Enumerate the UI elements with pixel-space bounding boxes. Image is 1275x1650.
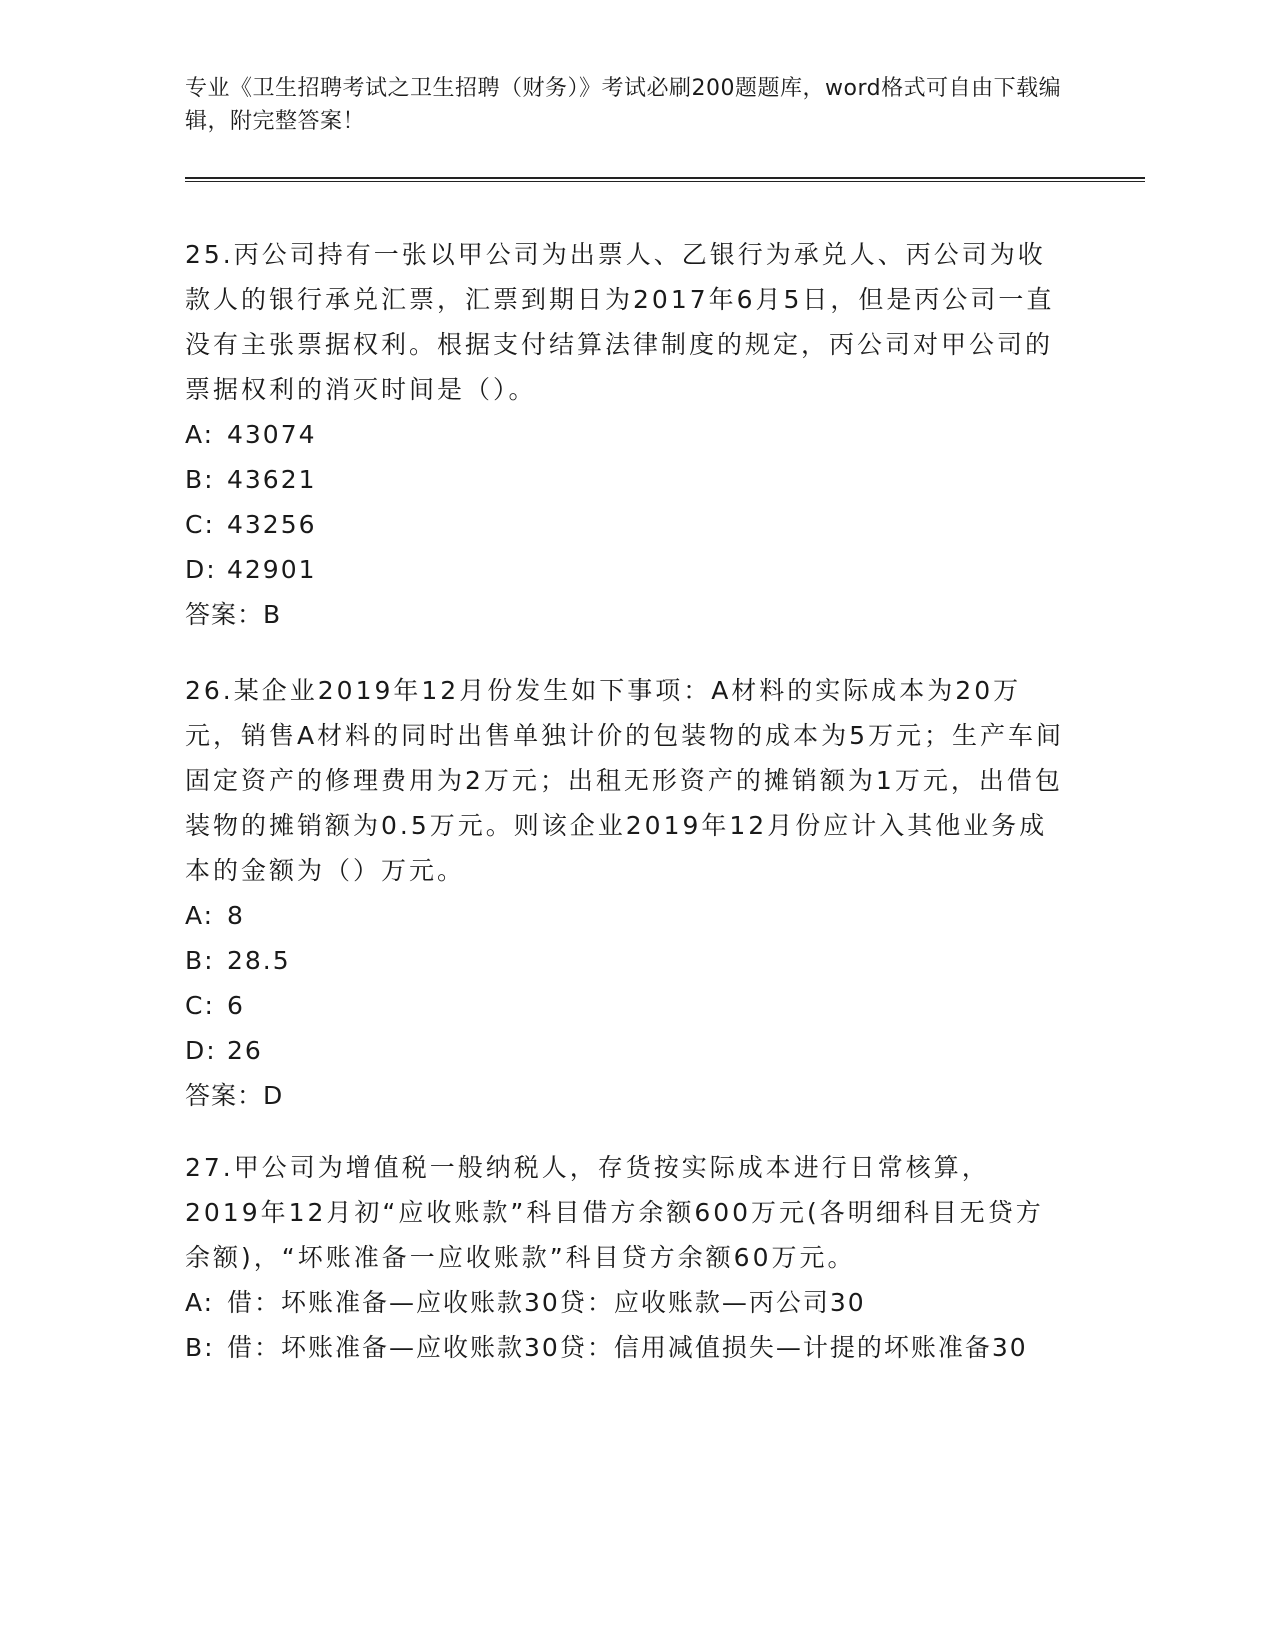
option-c (185, 983, 1065, 1028)
question-text: 26.某企业2019年12月份发生如下事项：A材料的实际成本为20万元，销售A材料的同时出售单独计价的包装物的成本为5万元；生产车间固定资产的修理费用为2万元；出租无形资产的摊销额为1万元，出借包装物的摊销额为0.5万元。则该企业2019年12月份应计入其他业务成本的金额为（）万元。 (185, 676, 1065, 885)
option-value: 借：坏账准备—应收账款30贷：信用减值损失—计提的坏账准备30 (227, 1333, 1028, 1362)
option-value: 26 (227, 1036, 263, 1065)
question-text: 25.丙公司持有一张以甲公司为出票人、乙银行为承兑人、丙公司为收款人的银行承兑汇票，汇票到期日为2017年6月5日，但是丙公司一直没有主张票据权利。根据支付结算法律制度的规定，丙公司对甲公司的票据权利的消灭时间是（）。 (185, 240, 1055, 404)
option-c (185, 502, 1065, 547)
answer-line (185, 1073, 1065, 1118)
option-value: 28.5 (227, 946, 291, 975)
question-25 (185, 232, 1065, 637)
answer-label: 答案： (185, 600, 264, 629)
option-key: A: (185, 1288, 215, 1317)
option-value: 43256 (227, 510, 317, 539)
option-d (185, 1028, 1065, 1073)
option-key: A: (185, 901, 215, 930)
option-a (185, 893, 1065, 938)
option-value: 8 (227, 901, 245, 930)
question-26 (185, 668, 1065, 1118)
option-key: B: (185, 1333, 215, 1362)
answer-line (185, 592, 1065, 637)
option-key: A: (185, 420, 215, 449)
question-text: 27.甲公司为增值税一般纳税人，存货按实际成本进行日常核算，2019年12月初“应收账款”科目借方余额600万元(各明细科目无贷方余额)，“坏账准备一应收账款”科目贷方余额60万元。 (185, 1153, 1044, 1272)
option-d (185, 547, 1065, 592)
option-key: C: (185, 991, 215, 1020)
header-divider (185, 177, 1145, 182)
option-a (185, 412, 1065, 457)
option-key: D: (185, 1036, 217, 1065)
document-page (185, 0, 1115, 1650)
option-b (185, 938, 1065, 983)
answer-value: D (263, 1081, 284, 1110)
option-a (185, 1280, 1065, 1325)
option-value: 43074 (227, 420, 317, 449)
document-header: 专业《卫生招聘考试之卫生招聘（财务）》考试必刷200题题库，word格式可自由下载编辑，附完整答案！ (185, 76, 1062, 134)
option-value: 借：坏账准备—应收账款30贷：应收账款—丙公司30 (227, 1288, 866, 1317)
option-b (185, 1325, 1065, 1370)
option-key: D: (185, 555, 217, 584)
option-key: B: (185, 465, 215, 494)
question-27 (185, 1145, 1065, 1370)
option-b (185, 457, 1065, 502)
answer-label: 答案： (185, 1081, 264, 1110)
answer-value: B (263, 600, 282, 629)
option-key: B: (185, 946, 215, 975)
option-value: 42901 (227, 555, 317, 584)
option-value: 6 (227, 991, 245, 1020)
option-value: 43621 (227, 465, 317, 494)
option-key: C: (185, 510, 215, 539)
